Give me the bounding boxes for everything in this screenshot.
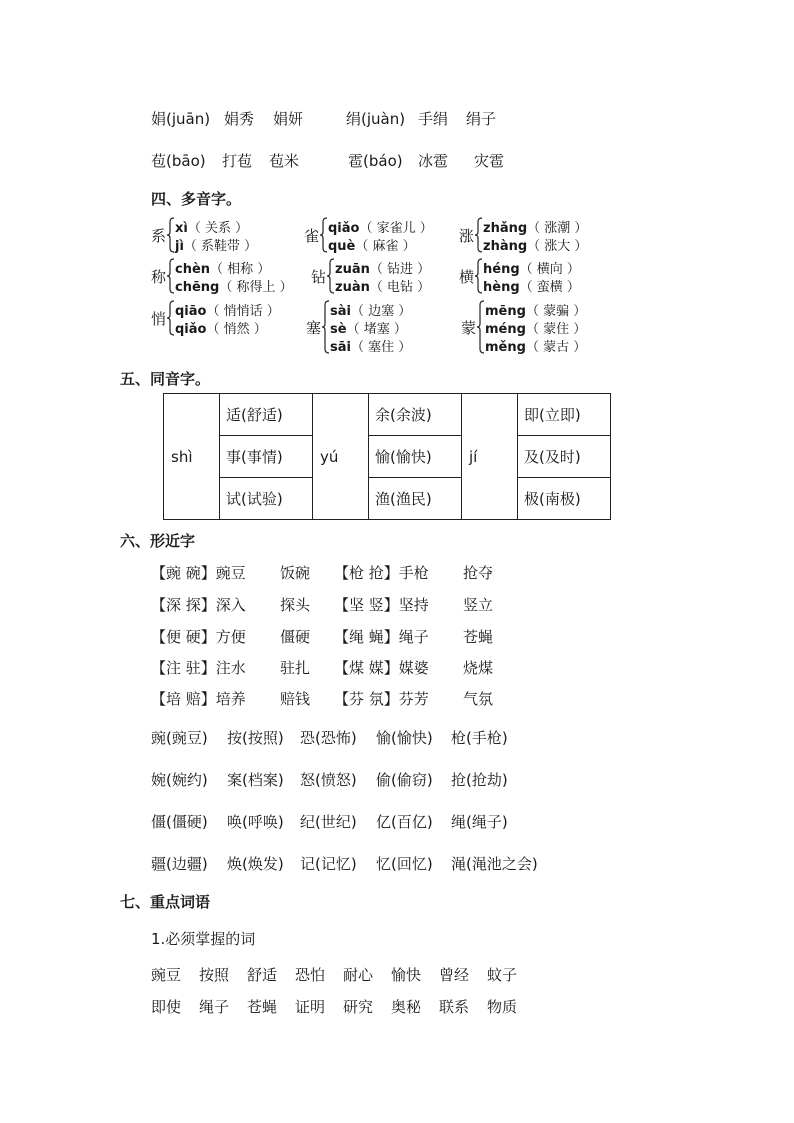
pinyin: mēng <box>485 304 526 319</box>
pinyin: sè <box>330 322 347 337</box>
polyphonic-char: 涨 <box>459 227 475 245</box>
keyword: 研究 <box>343 998 374 1016</box>
polyphonic-reading <box>483 217 587 236</box>
reading-word: （ 蛮横 ） <box>519 280 580 295</box>
word: 苞米 <box>269 152 300 170</box>
pair-left-word: 僵硬 <box>280 628 311 646</box>
entry-juan2: 绢(juàn) <box>346 110 406 128</box>
word: 绢子 <box>466 110 497 128</box>
grid-cell: 渑(渑池之会) <box>451 855 538 873</box>
keyword: 舒适 <box>247 966 278 984</box>
grid-cell: 恐(恐怖) <box>300 729 357 747</box>
polyphonic-char: 系 <box>151 227 167 245</box>
polyphonic-reading <box>330 336 411 355</box>
keyword: 恐怕 <box>295 966 326 984</box>
polyphonic-reading <box>175 235 257 254</box>
pair-right: 【坚 竖】坚持 <box>334 596 429 614</box>
pinyin: héng <box>483 262 520 277</box>
homophone-cell: 及(及时) <box>518 436 611 478</box>
grid-cell: 唤(呼唤) <box>227 813 284 831</box>
reading-word: （ 横向 ） <box>519 262 580 277</box>
reading-word: （ 悄悄话 ） <box>206 304 280 319</box>
grid-cell: 僵(僵硬) <box>151 813 208 831</box>
pair-left: 【培 赔】培养 <box>151 690 246 708</box>
keyword: 物质 <box>487 998 518 1016</box>
pinyin: zhǎng <box>483 221 528 236</box>
polyphonic-reading <box>330 300 411 319</box>
polyphonic-reading <box>483 276 580 295</box>
pinyin: chèn <box>175 262 211 277</box>
polyphonic-char: 悄 <box>151 310 167 328</box>
pair-left: 【注 驻】注水 <box>151 659 246 677</box>
polyphonic-char: 雀 <box>304 227 320 245</box>
brace-icon <box>475 217 483 253</box>
grid-cell: 忆(回忆) <box>376 855 433 873</box>
polyphonic-reading <box>483 235 587 254</box>
brace-icon <box>167 300 175 336</box>
brace-icon <box>322 300 330 354</box>
polyphonic-reading <box>335 276 430 295</box>
pinyin: qiǎo <box>328 221 360 236</box>
reading-word: （ 涨潮 ） <box>527 221 588 236</box>
brace-icon <box>167 258 175 294</box>
word: 手绢 <box>418 110 449 128</box>
reading-word: （ 塞住 ） <box>350 340 412 355</box>
grid-cell: 案(档案) <box>227 771 284 789</box>
homophone-cell: 渔(渔民) <box>369 478 462 520</box>
reading-word: （ 麻雀 ） <box>355 239 416 254</box>
grid-cell: 绳(绳子) <box>451 813 508 831</box>
pair-right: 【枪 抢】手枪 <box>334 564 429 582</box>
keyword: 蚊子 <box>487 966 518 984</box>
grid-cell: 婉(婉约) <box>151 771 208 789</box>
polyphonic-char: 蒙 <box>461 319 477 337</box>
homophone-pinyin: yú <box>313 394 369 520</box>
keyword: 奥秘 <box>391 998 422 1016</box>
word: 打苞 <box>222 152 253 170</box>
homophone-cell: 极(南极) <box>518 478 611 520</box>
pinyin: sāi <box>330 340 351 355</box>
pinyin: méng <box>485 322 526 337</box>
keyword: 绳子 <box>199 998 230 1016</box>
polyphonic-reading <box>330 318 407 337</box>
brace-icon <box>327 258 335 294</box>
pair-left: 【便 硬】方便 <box>151 628 246 646</box>
pinyin: sài <box>330 304 351 319</box>
brace-icon <box>475 258 483 294</box>
entry-bao: 苞(bāo) <box>151 152 206 170</box>
pair-right-word: 烧煤 <box>463 659 494 677</box>
brace-icon <box>320 217 328 253</box>
section-heading-polyphonic: 四、多音字。 <box>151 190 242 208</box>
pair-left-word: 驻扎 <box>280 659 311 677</box>
reading-word: （ 边塞 ） <box>350 304 412 319</box>
homophone-cell: 愉(愉快) <box>369 436 462 478</box>
grid-cell: 枪(手枪) <box>451 729 508 747</box>
pinyin: měng <box>485 340 526 355</box>
grid-cell: 纪(世纪) <box>300 813 357 831</box>
reading-word: （ 相称 ） <box>210 262 271 277</box>
word: 灾雹 <box>474 152 505 170</box>
homophone-cell: 即(立即) <box>518 394 611 436</box>
section-heading-similar: 六、形近字 <box>120 532 196 550</box>
homophone-table <box>163 393 611 520</box>
keyword: 豌豆 <box>151 966 182 984</box>
word: 娟秀 <box>224 110 255 128</box>
polyphonic-reading <box>175 217 248 236</box>
grid-cell: 焕(焕发) <box>227 855 284 873</box>
pinyin: qiǎo <box>175 322 207 337</box>
polyphonic-reading <box>175 300 280 319</box>
polyphonic-reading <box>328 217 433 236</box>
grid-cell: 怒(愤怒) <box>300 771 357 789</box>
homophone-pinyin: shì <box>164 394 220 520</box>
reading-word: （ 电钻 ） <box>369 280 431 295</box>
reading-word: （ 系鞋带 ） <box>183 239 258 254</box>
keyword: 苍蝇 <box>247 998 278 1016</box>
pair-right-word: 抢夺 <box>463 564 494 582</box>
grid-cell: 豌(豌豆) <box>151 729 208 747</box>
polyphonic-char: 塞 <box>306 319 322 337</box>
grid-cell: 偷(偷窃) <box>376 771 433 789</box>
pair-left-word: 饭碗 <box>280 564 311 582</box>
pair-right-word: 苍蝇 <box>463 628 494 646</box>
grid-cell: 亿(百亿) <box>376 813 433 831</box>
reading-word: （ 蒙住 ） <box>525 322 587 337</box>
pinyin: què <box>328 239 356 254</box>
polyphonic-reading <box>175 318 267 337</box>
section-heading-keywords: 七、重点词语 <box>120 893 211 911</box>
pair-left: 【豌 碗】豌豆 <box>151 564 246 582</box>
reading-word: （ 堵塞 ） <box>346 322 407 337</box>
homophone-cell: 事(事情) <box>220 436 313 478</box>
pinyin: zuān <box>335 262 370 277</box>
polyphonic-reading <box>335 258 430 277</box>
grid-cell: 记(记忆) <box>300 855 357 873</box>
pinyin: qiāo <box>175 304 207 319</box>
reading-word: （ 涨大 ） <box>527 239 588 254</box>
polyphonic-reading <box>328 235 416 254</box>
pair-left-word: 探头 <box>280 596 311 614</box>
polyphonic-char: 钻 <box>311 268 327 286</box>
reading-word: （ 钻进 ） <box>369 262 431 277</box>
reading-word: （ 蒙骗 ） <box>525 304 587 319</box>
brace-icon <box>167 217 175 253</box>
section-heading-homophone: 五、同音字。 <box>120 370 211 388</box>
reading-word: （ 称得上 ） <box>219 280 293 295</box>
pair-right-word: 竖立 <box>463 596 494 614</box>
keyword: 愉快 <box>391 966 422 984</box>
pinyin: chēng <box>175 280 220 295</box>
polyphonic-reading <box>175 258 270 277</box>
keyword: 曾经 <box>439 966 470 984</box>
homophone-cell: 余(余波) <box>369 394 462 436</box>
pair-right: 【芬 氛】芬芳 <box>334 690 429 708</box>
pinyin: jì <box>175 239 184 254</box>
pinyin: xì <box>175 221 188 236</box>
keyword: 按照 <box>199 966 230 984</box>
entry-juan: 娟(juān) <box>151 110 211 128</box>
keyword: 证明 <box>295 998 326 1016</box>
polyphonic-reading <box>483 258 580 277</box>
entry-bao2: 雹(báo) <box>348 152 403 170</box>
pair-right: 【绳 蝇】绳子 <box>334 628 429 646</box>
pair-right-word: 气氛 <box>463 690 494 708</box>
keyword: 即使 <box>151 998 182 1016</box>
reading-word: （ 关系 ） <box>187 221 249 236</box>
pinyin: hèng <box>483 280 520 295</box>
polyphonic-reading <box>485 318 586 337</box>
homophone-cell: 适(舒适) <box>220 394 313 436</box>
reading-word: （ 悄然 ） <box>206 322 267 337</box>
grid-cell: 抢(抢劫) <box>451 771 508 789</box>
word: 娟妍 <box>273 110 304 128</box>
polyphonic-reading <box>175 276 293 295</box>
brace-icon <box>477 300 485 354</box>
homophone-cell: 试(试验) <box>220 478 313 520</box>
polyphonic-reading <box>485 300 586 319</box>
reading-word: （ 蒙古 ） <box>525 340 587 355</box>
pair-right: 【煤 媒】媒婆 <box>334 659 429 677</box>
grid-cell: 疆(边疆) <box>151 855 208 873</box>
pinyin: zhàng <box>483 239 528 254</box>
polyphonic-char: 称 <box>151 268 167 286</box>
reading-word: （ 家雀儿 ） <box>359 221 433 236</box>
grid-cell: 按(按照) <box>227 729 284 747</box>
pinyin: zuàn <box>335 280 370 295</box>
polyphonic-reading <box>485 336 586 355</box>
pair-left: 【深 探】深入 <box>151 596 246 614</box>
polyphonic-char: 横 <box>459 268 475 286</box>
keyword: 耐心 <box>343 966 374 984</box>
grid-cell: 愉(愉快) <box>376 729 433 747</box>
pair-left-word: 赔钱 <box>280 690 311 708</box>
keywords-subheading: 1.必须掌握的词 <box>151 930 256 948</box>
word: 冰雹 <box>418 152 449 170</box>
homophone-pinyin: jí <box>462 394 518 520</box>
keyword: 联系 <box>439 998 470 1016</box>
